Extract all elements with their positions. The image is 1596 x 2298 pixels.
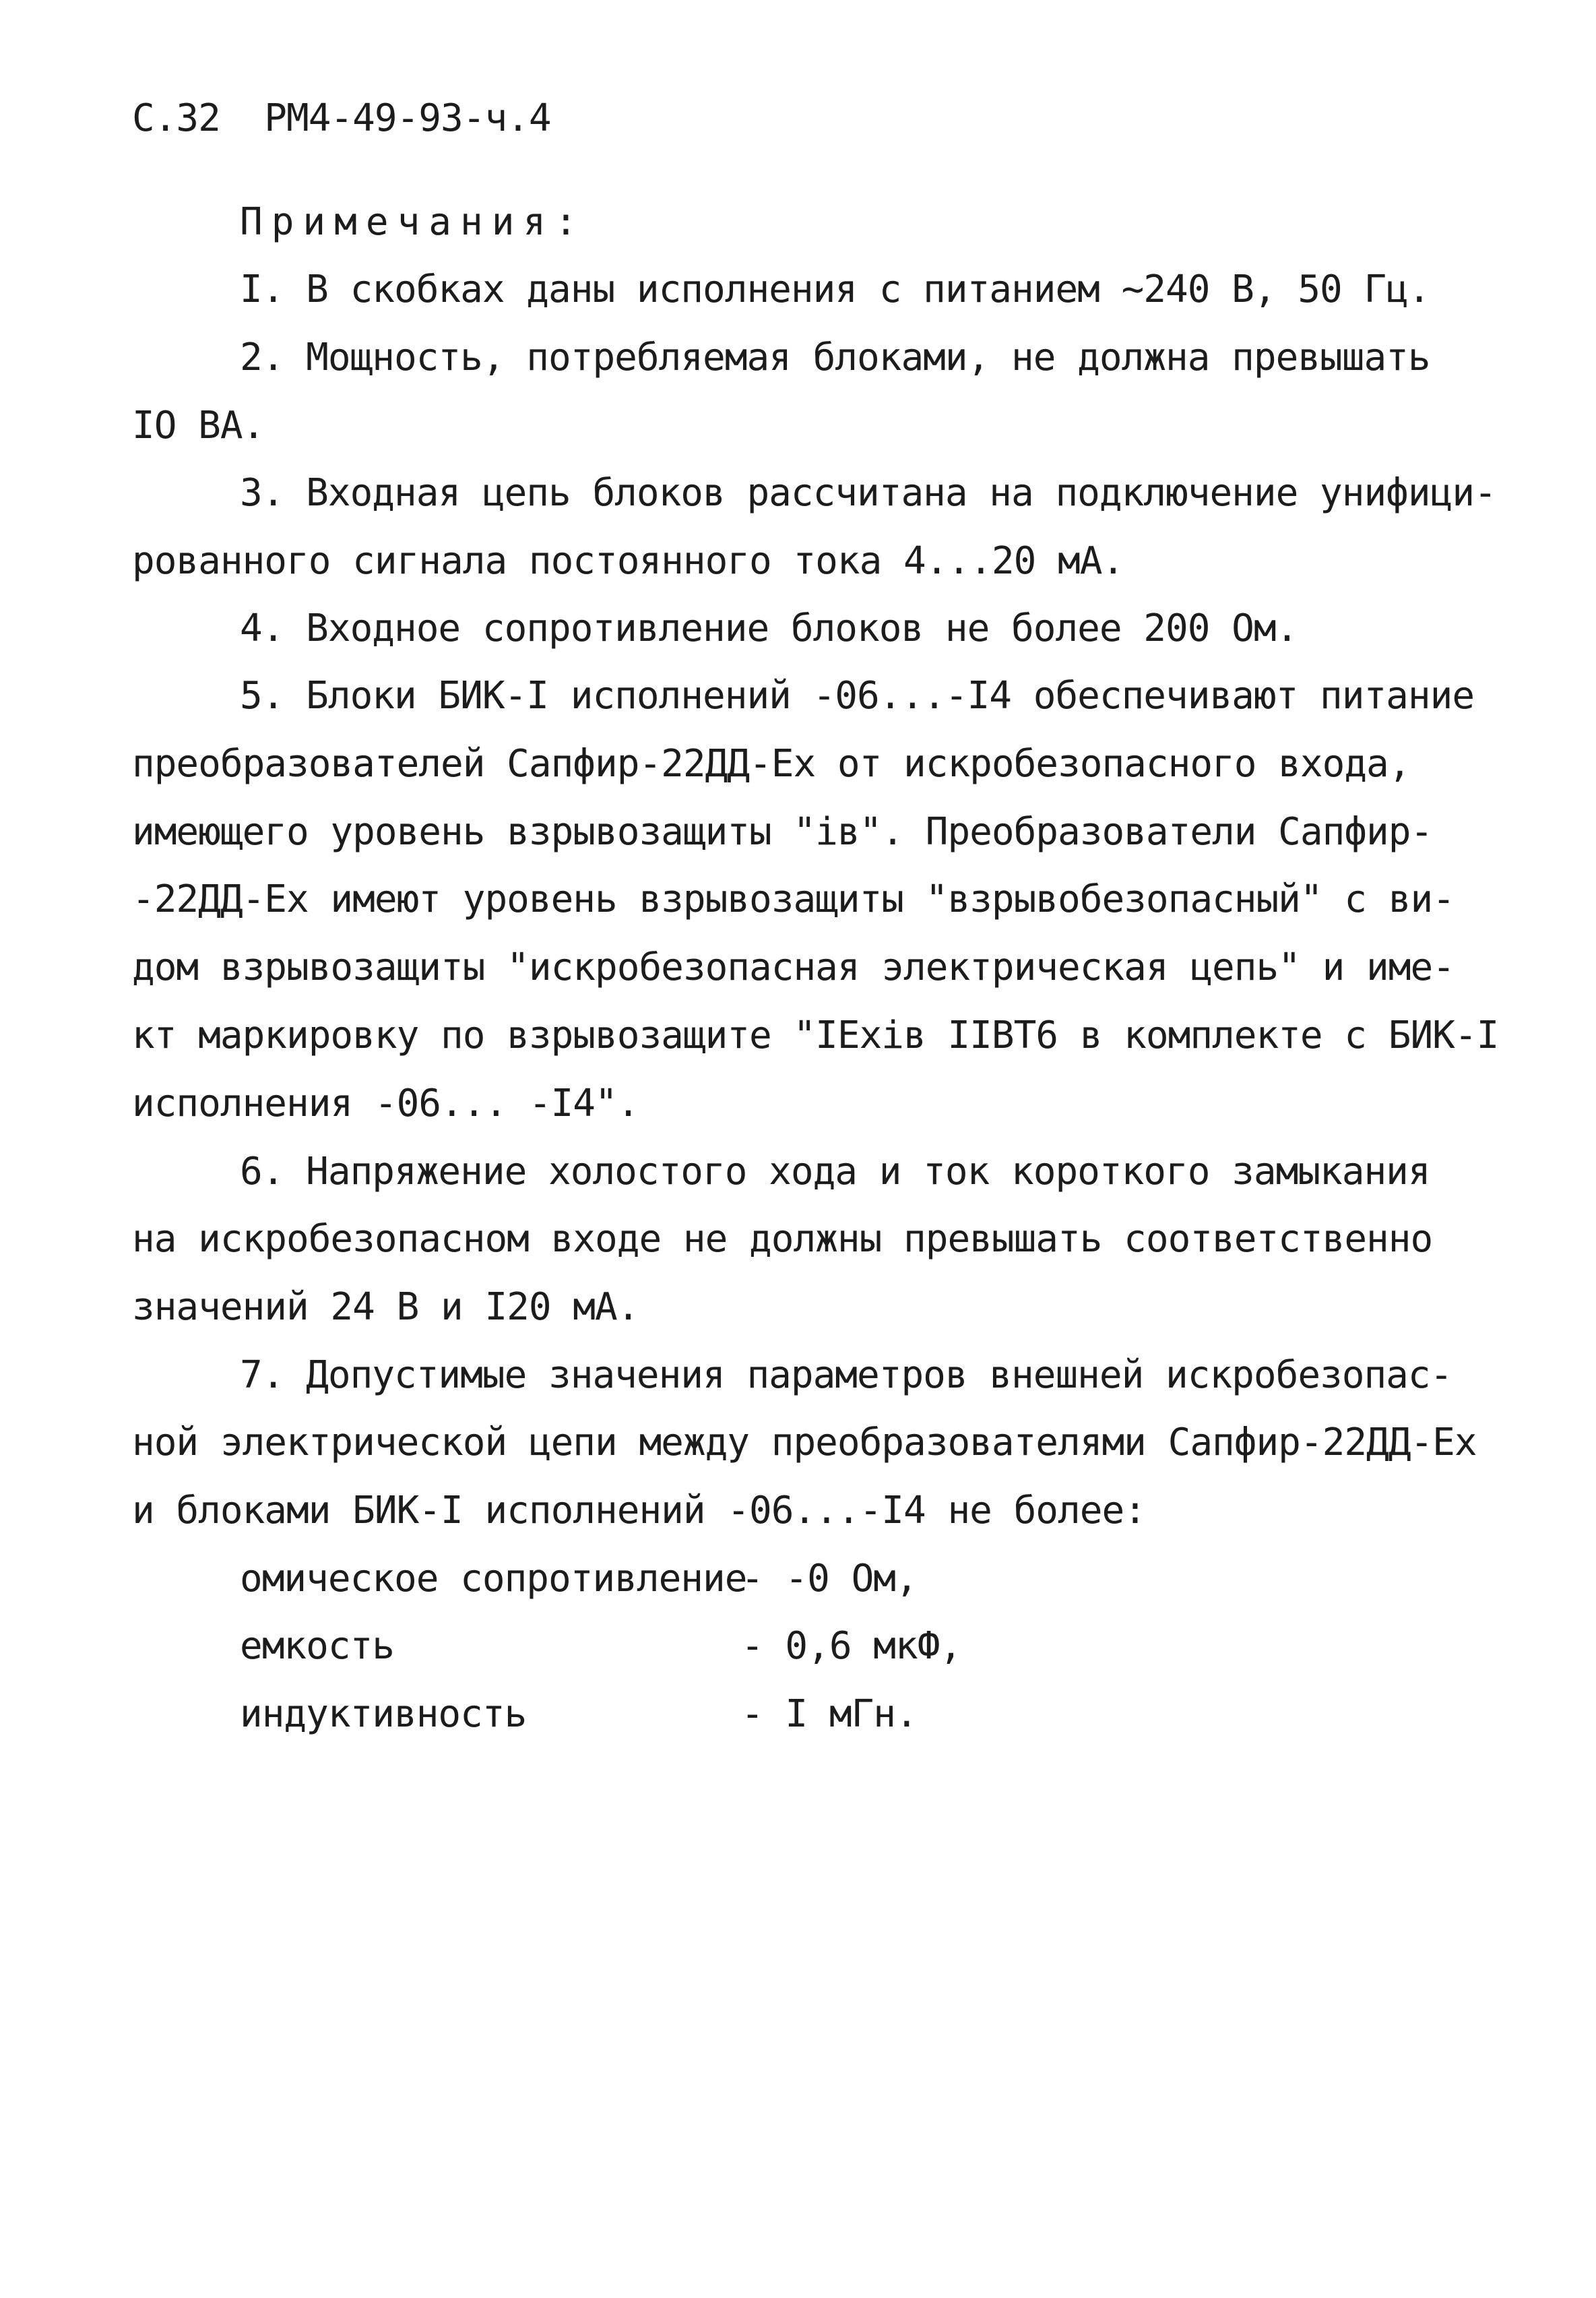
note-line: преобразователей Сапфир-22ДД-Ех от искробезопасного входа, [132,742,1411,786]
note-line: 5. Блоки БИК-I исполнений -06...-I4 обеспечивают питание [240,674,1475,718]
parameter-value: - -0 Ом, [741,1557,918,1601]
note-line: ной электрической цепи между преобразователями Сапфир-22ДД-Ех [132,1421,1477,1464]
notes-title: Примечания: [240,200,586,244]
note-line: 3. Входная цепь блоков рассчитана на подключение унифици- [240,471,1496,515]
note-line: дом взрывозащиты "искробезопасная электрическая цепь" и име- [132,945,1455,989]
page-header: С.32 РМ4-49-93-ч.4 [132,96,551,140]
note-line: имеющего уровень взрывозащиты "iв". Преобразователи Сапфир- [132,810,1433,854]
note-line: 4. Входное сопротивление блоков не более 200 Ом. [240,607,1298,650]
note-line: IO ВА. [132,404,265,447]
note-line: исполнения -06... -I4". [132,1082,639,1125]
note-line: кт маркировку по взрывозащите "IЕхiв IIВТ6 в комплекте с БИК-I [132,1014,1499,1057]
parameter-name: емкость [240,1624,395,1668]
note-line: 7. Допустимые значения параметров внешней искробезопас- [240,1353,1453,1397]
note-line: на искробезопасном входе не должны превышать соответственно [132,1217,1433,1261]
parameter-value: - 0,6 мкФ, [741,1624,962,1668]
note-line: 6. Напряжение холостого хода и ток короткого замыкания [240,1150,1430,1193]
note-line: рованного сигнала постоянного тока 4...20 мА. [132,539,1124,583]
note-line: 2. Мощность, потребляемая блоками, не должна превышать [240,336,1430,379]
parameter-name: омическое сопротивление [240,1557,747,1601]
note-line: и блоками БИК-I исполнений -06...-I4 не более: [132,1489,1146,1532]
note-line: I. В скобках даны исполнения с питанием ~240 В, 50 Гц. [240,268,1430,311]
parameter-name: индуктивность [240,1692,527,1736]
note-line: значений 24 В и I20 мА. [132,1285,639,1329]
parameter-value: - I мГн. [741,1692,918,1736]
note-line: -22ДД-Ех имеют уровень взрывозащиты "взрывобезопасный" с ви- [132,877,1455,921]
